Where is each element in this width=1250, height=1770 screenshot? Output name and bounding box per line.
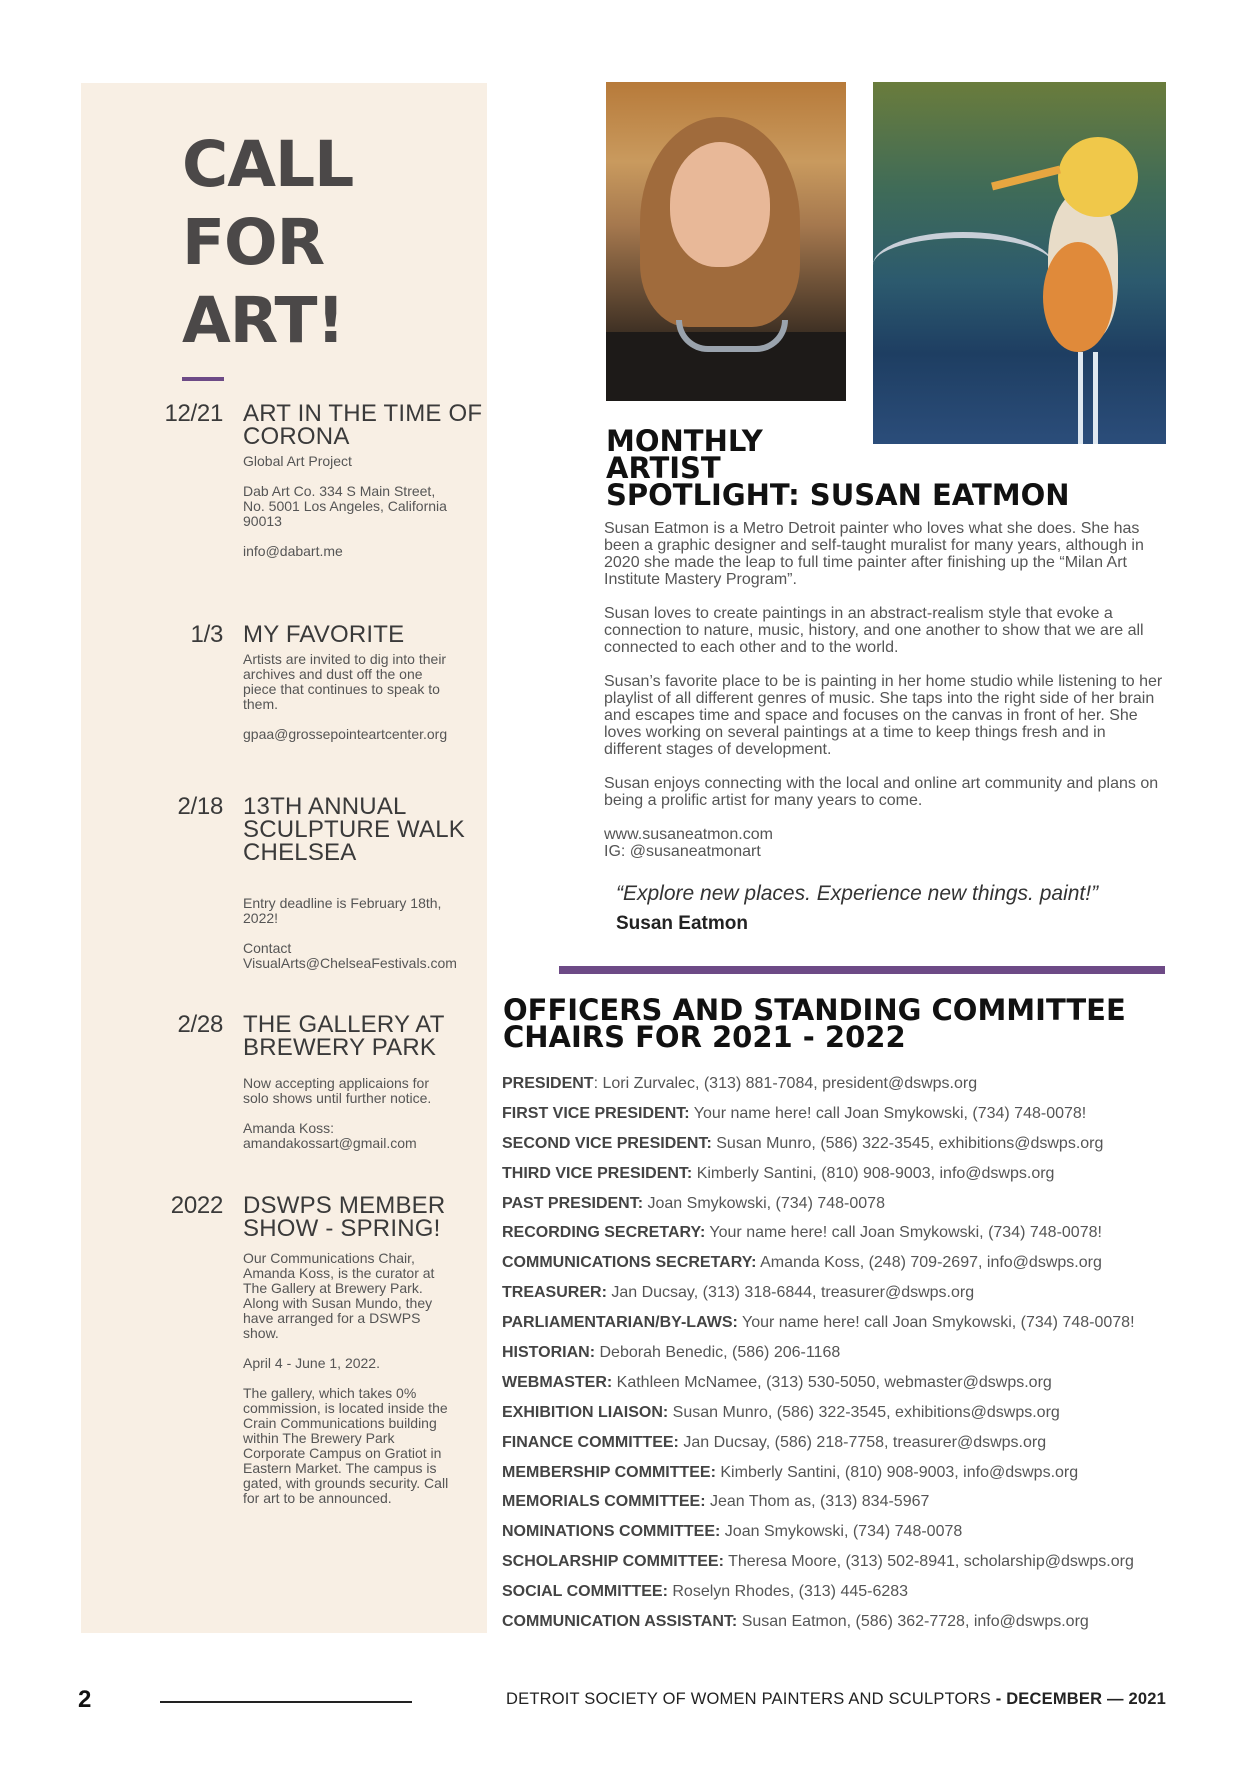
- list-item: PAST PRESIDENT: Joan Smykowski, (734) 748-0078: [502, 1194, 885, 1212]
- artist-quote: “Explore new places. Experience new things. paint!”: [616, 882, 1099, 905]
- list-item: THIRD VICE PRESIDENT: Kimberly Santini, (810) 908-9003, info@dswps.org: [502, 1164, 1055, 1182]
- quote-author: Susan Eatmon: [616, 913, 748, 934]
- title-accent-dash: [182, 377, 224, 381]
- section-divider: [559, 966, 1165, 974]
- event-date: 2/28: [177, 1011, 223, 1038]
- event-date: 1/3: [190, 621, 223, 648]
- officers-title: OFFICERS AND STANDING COMMITTEE CHAIRS FOR 2021 - 2022: [503, 993, 1126, 1054]
- list-item: WEBMASTER: Kathleen McNamee, (313) 530-5050, webmaster@dswps.org: [502, 1373, 1052, 1391]
- list-item: FINANCE COMMITTEE: Jan Ducsay, (586) 218-7758, treasurer@dswps.org: [502, 1433, 1047, 1451]
- list-item: RECORDING SECRETARY: Your name here! call Joan Smykowski, (734) 748-0078!: [502, 1224, 1102, 1242]
- event-title: 13TH ANNUAL SCULPTURE WALK CHELSEA: [243, 793, 465, 866]
- event-details: Now accepting applicaions for solo shows until further notice. Amanda Koss: amandakossart@gmail.com: [243, 1075, 432, 1151]
- event-title: THE GALLERY AT BREWERY PARK: [243, 1011, 445, 1061]
- event-title: MY FAVORITE: [243, 621, 405, 648]
- artist-portrait-photo: [606, 82, 846, 401]
- call-for-art-title: CALL FOR ART!: [182, 128, 354, 357]
- list-item: SCHOLARSHIP COMMITTEE: Theresa Moore, (313) 502-8941, scholarship@dswps.org: [502, 1553, 1134, 1571]
- list-item: FIRST VICE PRESIDENT: Your name here! call Joan Smykowski, (734) 748-0078!: [502, 1104, 1087, 1122]
- list-item: MEMORIALS COMMITTEE: Jean Thom as, (313) 834-5967: [502, 1493, 930, 1511]
- list-item: HISTORIAN: Deborah Benedic, (586) 206-1168: [502, 1344, 841, 1362]
- list-item: PARLIAMENTARIAN/BY-LAWS: Your name here! call Joan Smykowski, (734) 748-0078!: [502, 1314, 1135, 1332]
- event-details: Global Art Project Dab Art Co. 334 S Main Street, No. 5001 Los Angeles, California 90013 info@dabart.me: [243, 453, 447, 559]
- spotlight-title: MONTHLY ARTIST SPOTLIGHT: SUSAN EATMON: [606, 424, 1070, 512]
- page-number: 2: [78, 1686, 92, 1713]
- event-details: Artists are invited to dig into their archives and dust off the one piece that continues to speak to them. gpaa@grossepointeartcenter.org: [243, 651, 448, 742]
- event-details: Entry deadline is February 18th, 2022! Contact VisualArts@ChelseaFestivals.com: [243, 895, 457, 971]
- event-date: 12/21: [164, 400, 223, 427]
- list-item: EXHIBITION LIAISON: Susan Munro, (586) 322-3545, exhibitions@dswps.org: [502, 1403, 1060, 1421]
- spotlight-body: Susan Eatmon is a Metro Detroit painter who loves what she does. She has been a graphic designer and self-taught muralist for many years, although in 2020 she made the leap to full time painter after finishing up the “Milan Art Institute Mastery Program”. Susan loves to create paintings in an abstract-realism style that evoke a connection to nature, music, history, and one another to show that we are all connected to each other and to the world. Susan’s favorite place to be is painting in her home studio while listening to her playlist of all different genres of music. She taps into the right side of her brain and escapes time and space and focuses on the canvas in front of her. She loves working on several paintings at a time to keep things fresh and in different stages of development. Susan enjoys connecting with the local and online art community and plans on being a prolific artist for many years to come. www.susaneatmon.com IG: @susaneatmonart: [604, 520, 1163, 860]
- list-item: MEMBERSHIP COMMITTEE: Kimberly Santini, (810) 908-9003, info@dswps.org: [502, 1463, 1079, 1481]
- event-details: Our Communications Chair, Amanda Koss, is the curator at The Gallery at Brewery Park. Along with Susan Mundo, they have arranged for a DSWPS show. April 4 - June 1, 2022. The gallery, which takes 0% commission, is located inside the Crain Communications building within The Brewery Park Corporate Campus on Gratiot in Eastern Market. The campus is gated, with grounds security. Call for art to be announced.: [243, 1250, 449, 1506]
- artist-instagram-handle: IG: @susaneatmonart: [604, 843, 761, 860]
- footer-publication: DETROIT SOCIETY OF WOMEN PAINTERS AND SCULPTORS - DECEMBER — 2021: [506, 1690, 1166, 1708]
- heron-painting-image: [873, 82, 1166, 444]
- event-title: ART IN THE TIME OF CORONA: [243, 400, 483, 450]
- list-item: COMMUNICATIONS SECRETARY: Amanda Koss, (248) 709-2697, info@dswps.org: [502, 1254, 1102, 1272]
- list-item: PRESIDENT: Lori Zurvalec, (313) 881-7084, president@dswps.org: [502, 1075, 978, 1092]
- artist-website-link[interactable]: www.susaneatmon.com: [604, 826, 773, 843]
- list-item: NOMINATIONS COMMITTEE: Joan Smykowski, (734) 748-0078: [502, 1523, 963, 1541]
- list-item: SECOND VICE PRESIDENT: Susan Munro, (586) 322-3545, exhibitions@dswps.org: [502, 1134, 1104, 1152]
- event-title: DSWPS MEMBER SHOW - SPRING!: [243, 1192, 446, 1242]
- event-date: 2/18: [177, 793, 223, 820]
- list-item: COMMUNICATION ASSISTANT: Susan Eatmon, (586) 362-7728, info@dswps.org: [502, 1613, 1089, 1631]
- footer-rule: [160, 1701, 412, 1703]
- event-date: 2022: [170, 1192, 223, 1219]
- list-item: SOCIAL COMMITTEE: Roselyn Rhodes, (313) 445-6283: [502, 1583, 909, 1601]
- list-item: TREASURER: Jan Ducsay, (313) 318-6844, treasurer@dswps.org: [502, 1284, 975, 1302]
- officers-list: [502, 1074, 1182, 1642]
